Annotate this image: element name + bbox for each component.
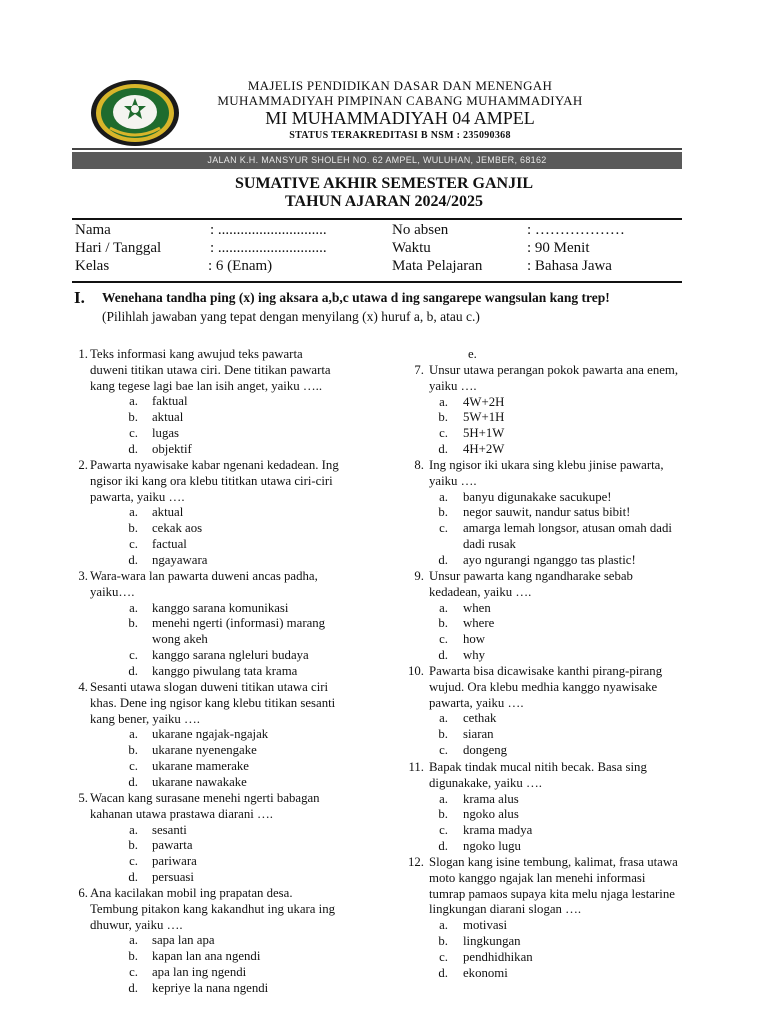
question-text: yaiku …. (429, 473, 477, 488)
muhammadiyah-logo-icon (90, 78, 180, 148)
question-text: Wara-wara lan pawarta duweni ancas padha, (90, 569, 318, 583)
question-number: 10. (408, 664, 424, 678)
question-text: Bapak tindak mucal nitih becak. Basa sing (429, 760, 647, 774)
option-letter[interactable]: c. (439, 632, 448, 647)
question-number: 8. (414, 458, 424, 472)
question-text: e. (468, 347, 477, 361)
option-letter[interactable]: a. (439, 600, 448, 615)
question-text: kang bener, yaiku …. (90, 711, 201, 726)
question-number: 4. (78, 680, 88, 694)
option-letter[interactable]: d. (128, 980, 138, 995)
option-text: kanggo sarana ngleluri budaya (152, 648, 309, 662)
option-letter[interactable]: b. (128, 949, 138, 964)
option-letter[interactable]: c. (129, 759, 138, 773)
option-letter[interactable]: a. (439, 711, 448, 726)
waktu-value: : 90 Menit (527, 240, 590, 256)
question-text: khas. Dene ing ngisor kang klebu titikan sesanti (90, 695, 336, 710)
question-text: Tembung pitakon kang kakandhut ing ukara ing (90, 901, 336, 916)
option-letter[interactable]: b. (128, 521, 138, 536)
option-letter[interactable]: d. (438, 552, 448, 567)
option-letter[interactable]: d. (438, 965, 448, 980)
option-letter[interactable]: c. (129, 426, 138, 440)
option-text: where (463, 616, 495, 631)
question-text: duweni titikan utawa ciri. Dene titikan pawarta (90, 362, 331, 377)
kelas-value: : 6 (Enam) (208, 258, 273, 274)
option-text: faktual (152, 394, 188, 409)
question-text: Sesanti utawa slogan duweni titikan utawa ciri (90, 680, 329, 694)
option-letter[interactable]: a. (129, 727, 138, 742)
option-letter[interactable]: a. (129, 505, 138, 520)
option-letter[interactable]: a. (129, 822, 138, 837)
option-text: how (463, 632, 486, 647)
option-text: pendhidhikan (463, 949, 533, 964)
option-text: 4H+2W (463, 442, 505, 456)
question-text: Ana kacilakan mobil ing prapatan desa. (90, 886, 293, 900)
option-text: krama alus (463, 791, 519, 806)
option-letter[interactable]: b. (128, 743, 138, 758)
option-text: ukarane mamerake (152, 759, 249, 773)
option-text: lingkungan (463, 934, 521, 948)
option-letter[interactable]: a. (129, 600, 138, 615)
option-text: kapan lan ana ngendi (152, 949, 261, 964)
option-text: lugas (152, 426, 180, 440)
address-bar: JALAN K.H. MANSYUR SHOLEH NO. 62 AMPEL, WULUHAN, JEMBER, 68162 (72, 152, 682, 169)
question-text: pawarta, yaiku …. (429, 695, 524, 710)
question-text: Unsur pawarta kang ngandharake sebab (429, 569, 633, 583)
option-letter[interactable]: b. (438, 727, 448, 742)
question-text: tumrap pamaos supaya kita melu njaga lestarine (429, 886, 675, 901)
option-text: motivasi (463, 918, 508, 933)
absen-value[interactable]: : ……………… (527, 222, 625, 238)
option-text: ukarane ngajak-ngajak (152, 727, 269, 742)
question-text: kedadean, yaiku …. (429, 584, 532, 599)
question-number: 3. (78, 569, 88, 583)
option-text: pawarta (152, 838, 193, 853)
option-letter[interactable]: d. (438, 648, 448, 662)
option-text: aktual (152, 410, 184, 425)
waktu-label: Waktu (392, 240, 431, 256)
school-year: TAHUN AJARAN 2024/2025 (285, 193, 483, 210)
absen-label: No absen (392, 222, 449, 238)
option-letter[interactable]: d. (128, 663, 138, 678)
question-text: Unsur utawa perangan pokok pawarta ana enem, (429, 363, 679, 377)
option-text: kepriye la nana ngendi (152, 980, 269, 995)
option-letter[interactable]: a. (439, 791, 448, 806)
question-text: moto kanggo ngajak lan menehi informasi (429, 870, 646, 885)
option-text: cethak (463, 711, 497, 726)
question-text: Slogan kang isine tembung, kalimat, frasa utawa (429, 855, 678, 869)
option-letter[interactable]: b. (438, 616, 448, 631)
option-letter[interactable]: a. (439, 394, 448, 409)
option-letter[interactable]: d. (438, 839, 448, 853)
question-number: 1. (78, 347, 88, 361)
kelas-label: Kelas (75, 258, 110, 274)
option-text: siaran (463, 727, 494, 742)
option-text: 4W+2H (463, 394, 505, 409)
option-text: 5H+1W (463, 426, 505, 441)
option-text: when (463, 600, 491, 615)
option-letter[interactable]: b. (128, 838, 138, 853)
question-text: yaiku…. (90, 584, 135, 599)
option-letter[interactable]: c. (129, 854, 138, 869)
option-text: factual (152, 537, 187, 551)
option-letter[interactable]: a. (129, 394, 138, 409)
identity-bottom-rule (72, 281, 682, 283)
question-text: Wacan kang surasane menehi ngerti babagan (90, 791, 320, 805)
exam-title: SUMATIVE AKHIR SEMESTER GANJIL (235, 175, 533, 192)
option-letter[interactable]: d. (128, 870, 138, 884)
option-letter[interactable]: a. (439, 918, 448, 933)
option-text: apa lan ing ngendi (152, 965, 247, 979)
nama-value[interactable]: : ............................. (210, 222, 327, 238)
option-text: why (463, 648, 486, 662)
option-text: ukarane nawakake (152, 774, 247, 789)
option-text: ukarane nyenengake (152, 743, 257, 758)
option-text: persuasi (152, 870, 194, 884)
question-number: 2. (78, 458, 88, 472)
question-text: Ing ngisor iki ukara sing klebu jinise pawarta, (429, 458, 664, 472)
option-letter[interactable]: b. (438, 934, 448, 948)
hari-label: Hari / Tanggal (75, 240, 162, 256)
option-text: aktual (152, 505, 184, 520)
option-text: amarga lemah longsor, atusan omah dadi (463, 521, 672, 536)
section-instruction: Wenehana tandha ping (x) ing aksara a,b,c utawa d ing sangarepe wangsulan kang trep! (102, 290, 610, 305)
option-letter[interactable]: b. (438, 410, 448, 425)
option-text: dongeng (463, 743, 508, 757)
identity-top-rule (72, 218, 682, 220)
option-letter[interactable]: b. (438, 505, 448, 520)
option-text: cekak aos (152, 521, 203, 536)
question-text: digunakake, yaiku …. (429, 775, 543, 790)
option-text: sesanti (152, 822, 187, 837)
option-letter[interactable]: c. (439, 743, 448, 757)
nama-label: Nama (75, 222, 111, 238)
option-text: ekonomi (463, 965, 508, 980)
option-letter[interactable]: c. (129, 537, 138, 551)
question-text: wujud. Ora klebu medhia kanggo nyawisake (429, 679, 658, 694)
question-number: 6. (78, 886, 88, 900)
option-letter[interactable]: b. (128, 616, 138, 631)
question-text: ngisor iki kang ora klebu tititkan utawa ciri-ciri (90, 473, 333, 488)
school-name: MI MUHAMMADIYAH 04 AMPEL (265, 108, 535, 128)
option-text: kanggo sarana komunikasi (152, 600, 289, 615)
question-number: 9. (414, 569, 424, 583)
option-letter[interactable]: c. (129, 965, 138, 979)
option-letter[interactable]: b. (438, 807, 448, 822)
letterhead-line2: MUHAMMADIYAH PIMPINAN CABANG MUHAMMADIYAH (217, 93, 583, 108)
option-letter[interactable]: d. (128, 552, 138, 567)
question-number: 11. (408, 760, 424, 774)
option-letter[interactable]: b. (128, 410, 138, 425)
option-text: kanggo piwulang tata krama (152, 663, 298, 678)
option-text: menehi ngerti (informasi) marang (152, 616, 326, 631)
option-letter[interactable]: c. (439, 426, 448, 441)
question-text: dhuwur, yaiku …. (90, 917, 183, 932)
question-text: lingkungan diarani slogan …. (429, 902, 582, 917)
question-number: 12. (408, 855, 424, 869)
option-text: 5W+1H (463, 410, 505, 425)
question-text: yaiku …. (429, 378, 477, 393)
letterhead-line1: MAJELIS PENDIDIKAN DASAR DAN MENENGAH (247, 78, 553, 93)
question-text: kahanan utawa prastawa diarani …. (90, 806, 273, 821)
option-letter[interactable]: c. (439, 949, 448, 964)
option-letter[interactable]: d. (128, 774, 138, 789)
question-text: pawarta, yaiku …. (90, 489, 185, 504)
section-instruction-translation: (Pilihlah jawaban yang tepat dengan menyilang (x) huruf a, b, atau c.) (102, 309, 480, 324)
option-letter[interactable]: d. (128, 441, 138, 456)
option-letter[interactable]: c. (439, 521, 448, 536)
section-number: I. (74, 288, 85, 307)
mapel-value: : Bahasa Jawa (527, 258, 612, 274)
option-text: krama madya (463, 823, 533, 838)
option-text: ayo ngurangi nganggo tas plastic! (463, 552, 636, 567)
option-text: ngayawara (152, 552, 208, 567)
option-text: banyu digunakake sacukupe! (463, 489, 612, 504)
letterhead-divider (72, 148, 682, 150)
question-number: 7. (414, 363, 424, 377)
question-text: Teks informasi kang awujud teks pawarta (90, 347, 303, 361)
accreditation-status: STATUS TERAKREDITASI B NSM : 235090368 (289, 130, 511, 141)
option-text: ngoko alus (463, 807, 519, 822)
option-letter[interactable]: c. (439, 823, 448, 838)
question-text: Pawarta bisa dicawisake kanthi pirang-pirang (429, 664, 663, 678)
option-letter[interactable]: a. (439, 489, 448, 504)
option-letter[interactable]: a. (129, 933, 138, 948)
option-letter[interactable]: d. (438, 442, 448, 456)
option-text: dadi rusak (463, 537, 516, 551)
option-text: objektif (152, 441, 192, 456)
option-letter[interactable]: c. (129, 648, 138, 662)
option-text: pariwara (152, 854, 197, 869)
option-text: sapa lan apa (152, 933, 215, 948)
option-text: negor sauwit, nandur satus bibit! (463, 505, 631, 520)
mapel-label: Mata Pelajaran (392, 258, 483, 274)
question-text: kang tegese lagi bae lan isih anget, yaiku ….. (90, 378, 323, 393)
question-number: 5. (78, 791, 88, 805)
hari-value[interactable]: : ............................. (210, 240, 327, 256)
question-text: Pawarta nyawisake kabar ngenani kedadean. Ing (90, 458, 339, 472)
option-text: ngoko lugu (463, 839, 521, 853)
option-text: wong akeh (152, 632, 208, 647)
